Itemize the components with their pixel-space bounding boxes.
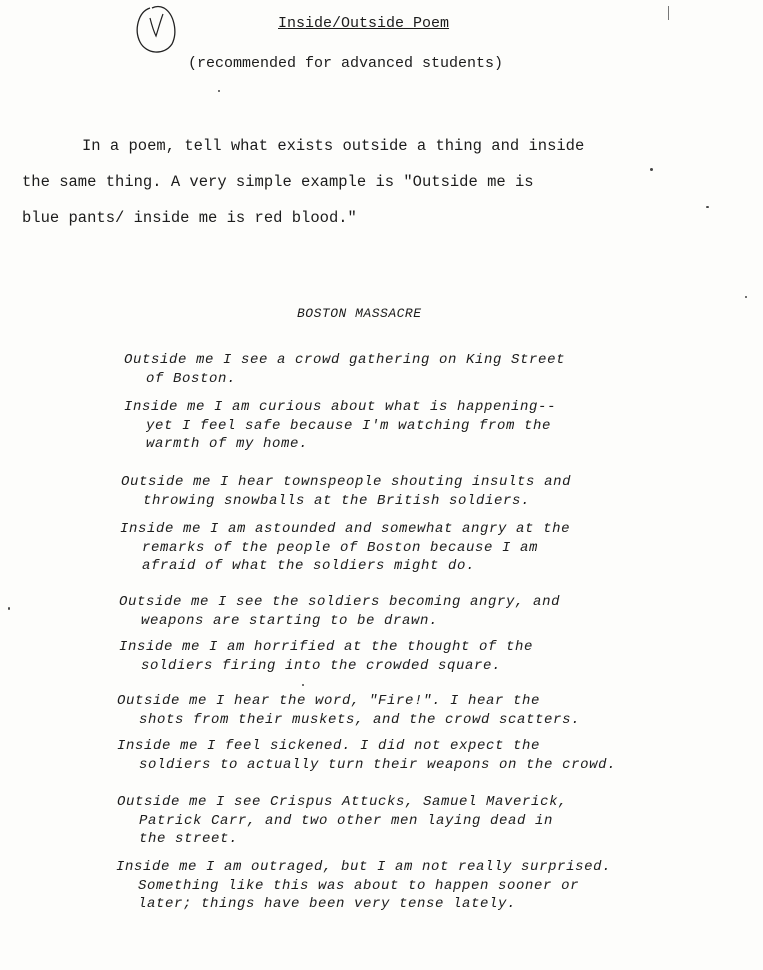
poem-line: Inside me I am curious about what is happening-- [124, 399, 557, 415]
poem-line: soldiers firing into the crowded square. [141, 657, 502, 674]
poem-stanza [117, 737, 616, 774]
poem-line: throwing snowballs at the British soldiers. [143, 492, 531, 509]
instructions-line: In a poem, tell what exists outside a thing and inside [82, 137, 585, 155]
instructions-paragraph [22, 128, 722, 236]
poem-stanza [119, 593, 560, 630]
poem-line: yet I feel safe because I'm watching from the [146, 417, 552, 434]
scan-speck [302, 684, 304, 686]
poem-stanza [117, 692, 580, 729]
document-subtitle: (recommended for advanced students) [188, 55, 504, 72]
document-title: Inside/Outside Poem [278, 15, 450, 32]
poem-line: soldiers to actually turn their weapons on the crowd. [139, 756, 617, 773]
scan-speck [650, 168, 653, 171]
poem-line: weapons are starting to be drawn. [141, 612, 439, 629]
poem-line: Outside me I hear townspeople shouting insults and [121, 474, 572, 490]
instructions-line: the same thing. A very simple example is "Outside me is [22, 173, 534, 191]
poem-line: Inside me I feel sickened. I did not expect the [117, 738, 541, 754]
poem-line: afraid of what the soldiers might do. [142, 558, 476, 574]
poem-line: Outside me I see the soldiers becoming angry, and [119, 594, 561, 610]
poem-title: BOSTON MASSACRE [297, 306, 422, 321]
handwritten-circled-number [130, 2, 178, 58]
poem-stanza [124, 398, 556, 454]
poem-line: the street. [139, 831, 239, 847]
poem-line: Outside me I see a crowd gathering on King Street [124, 352, 566, 368]
poem-stanza [117, 793, 567, 849]
poem-stanza [124, 351, 565, 388]
poem-line: remarks of the people of Boston because I am [142, 539, 539, 556]
poem-line: later; things have been very tense lately. [138, 896, 517, 912]
instructions-line: blue pants/ inside me is red blood." [22, 209, 357, 227]
poem-stanza [121, 473, 571, 510]
poem-stanza [116, 858, 611, 914]
poem-line: Patrick Carr, and two other men laying dead in [139, 812, 554, 829]
poem-stanza [120, 520, 570, 576]
poem-line: warmth of my home. [146, 436, 309, 452]
scan-speck [706, 206, 709, 208]
poem-stanza [119, 638, 533, 675]
scan-speck [218, 90, 220, 92]
poem-line: Inside me I am astounded and somewhat angry at the [120, 521, 571, 537]
scan-speck [745, 296, 747, 298]
scan-artifact-line [668, 6, 669, 20]
handwritten-mark-text: 1 [170, 52, 171, 53]
scan-speck [8, 607, 10, 610]
poem-line: Outside me I see Crispus Attucks, Samuel Maverick, [117, 794, 568, 810]
poem-line: Outside me I hear the word, "Fire!". I hear the [117, 693, 541, 709]
poem-line: Inside me I am outraged, but I am not really surprised. [116, 859, 612, 875]
poem-line: Inside me I am horrified at the thought of the [119, 639, 534, 655]
poem-line: of Boston. [146, 370, 237, 387]
poem-line: shots from their muskets, and the crowd scatters. [139, 711, 581, 728]
poem-line: Something like this was about to happen sooner or [138, 877, 580, 894]
